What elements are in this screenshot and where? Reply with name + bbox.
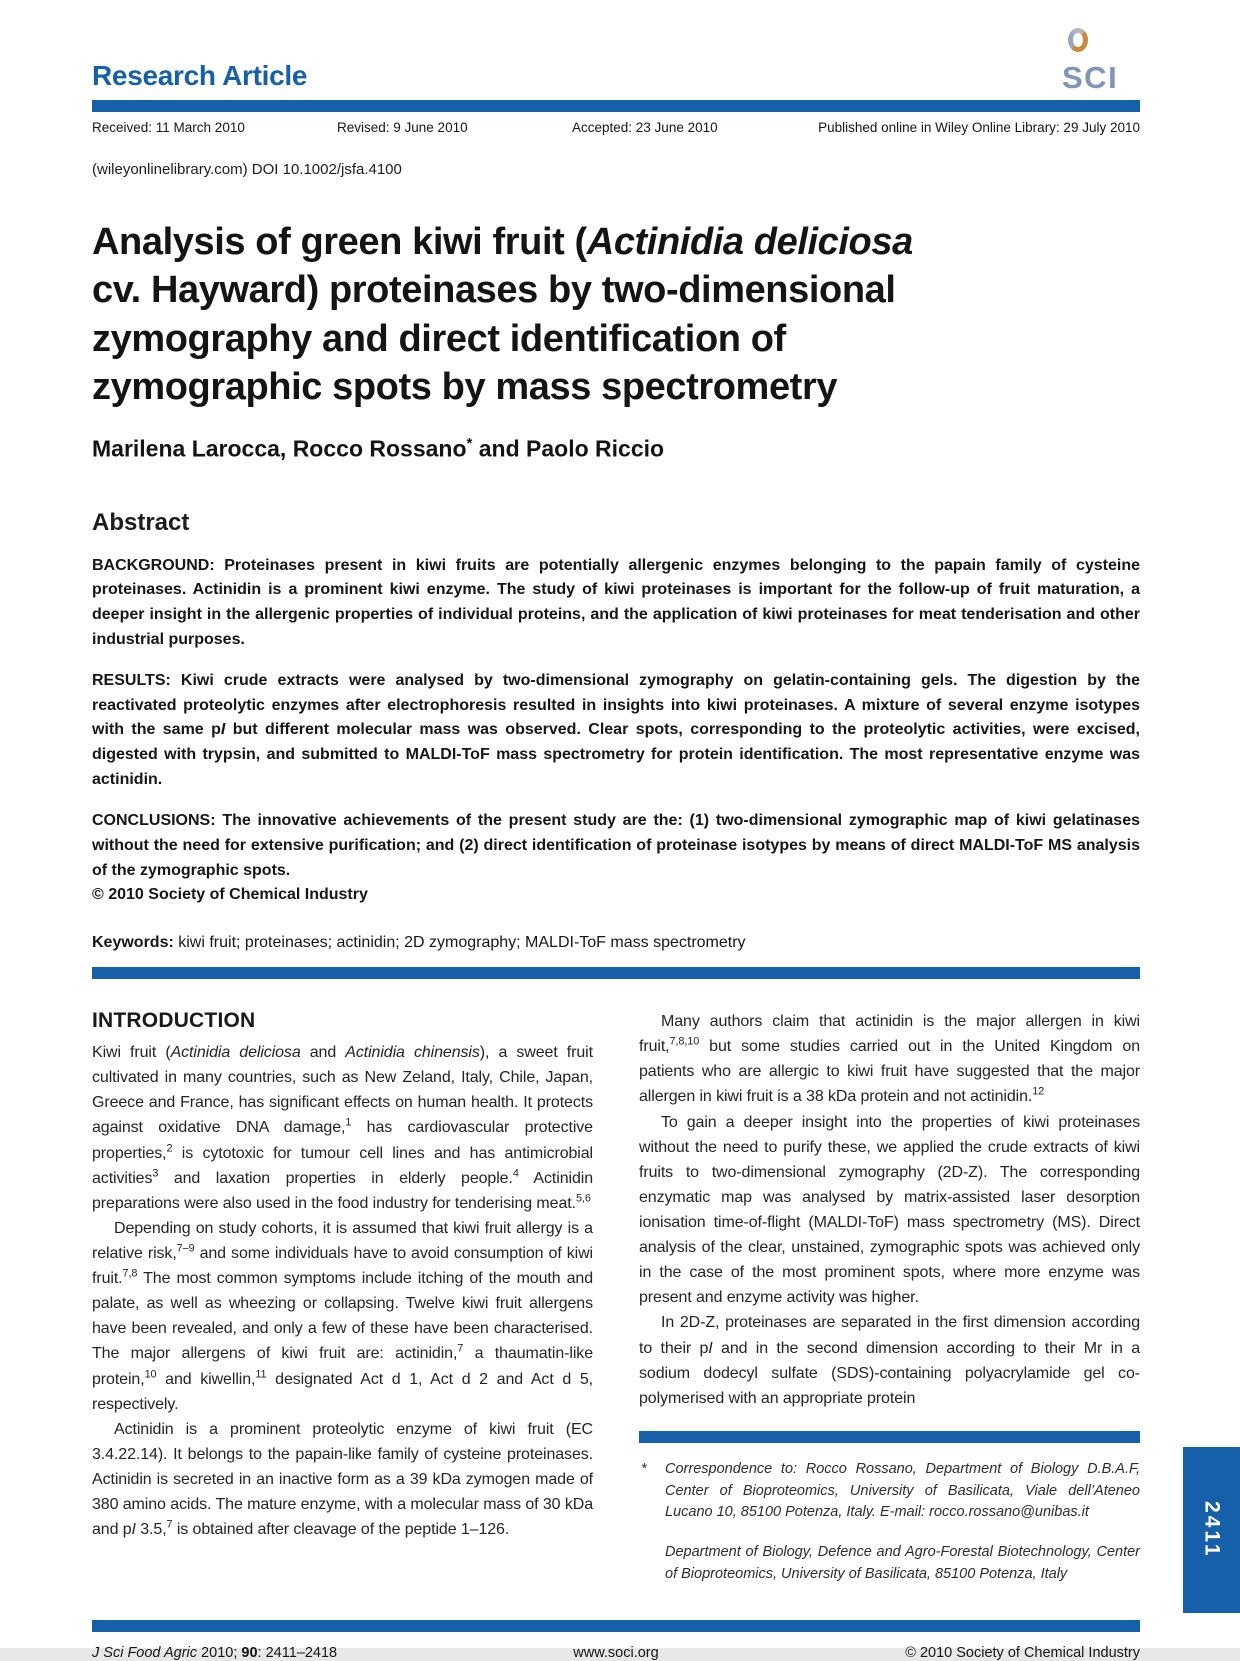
published-online-date: Published online in Wiley Online Library: 29 July 2010	[818, 120, 1140, 135]
masthead	[92, 0, 1140, 95]
keywords-line	[92, 934, 1140, 952]
sci-logo	[1060, 28, 1140, 95]
authors-line: Marilena Larocca, Rocco Rossano* and Paolo Riccio	[92, 435, 665, 462]
affiliation-footnote	[639, 1542, 1140, 1586]
intro-paragraph-6: In 2D-Z, proteinases are separated in the first dimension according to their pI and in the second dimension according to their Mr in a sodium dodecyl sulfate (SDS)-containing polyacrylamide gel co-polymerised with an appropriate protein	[639, 1314, 1140, 1407]
society-url: www.soci.org	[573, 1644, 659, 1661]
footer-rule	[92, 1620, 1140, 1632]
intro-paragraph-3: Actinidin is a prominent proteolytic enzyme of kiwi fruit (EC 3.4.22.14). It belongs to the papain-like family of cysteine proteinases. Actinidin is secreted in an inactive form as a 39 kDa zymogen made of 380 amino acids. The mature enzyme, with a molecular mass of 30 kDa and pI 3.5,$^7$ is obtained after cleavage of the peptide 1–126.	[92, 1420, 593, 1539]
page-footer	[92, 1620, 1140, 1661]
intro-paragraph-1: Kiwi fruit (Actinidia deliciosa and Actinidia chinensis), a sweet fruit cultivated in many countries, such as New Zeland, Italy, Chile, Japan, Greece and France, has significant effects on human health. It protects against oxidative DNA damage,$^1$ has cardiovascular protective properties,$^2$ is cytotoxic for tumour cell lines and has antimicrobial activities$^3$ and laxation properties in elderly people.$^4$ Actinidin preparations were also used in the food industry for tenderising meat.$^{5,6}$	[92, 1044, 593, 1212]
revised-date: Revised: 9 June 2010	[337, 120, 468, 135]
left-column	[92, 1009, 593, 1586]
body-columns	[92, 1009, 1140, 1586]
right-column	[639, 1009, 1140, 1586]
intro-paragraph-2: Depending on study cohorts, it is assumed that kiwi fruit allergy is a relative risk,$^{7-9}$ and some individuals have to avoid consumption of kiwi fruit.$^{7,8}$ The most common symptoms include itching of the mouth and palate, as well as wheezing or collapsing. Twelve kiwi fruit allergens have been revealed, and only a few of these have been characterised. The major allergens of kiwi fruit are: actinidin,$^7$ a thaumatin-like protein,$^{10}$ and kiwellin,$^{11}$ designated Act d 1, Act d 2 and Act d 5, respectively.	[92, 1219, 593, 1413]
abstract-results-paragraph: RESULTS: Kiwi crude extracts were analysed by two-dimensional zymography on gelatin-containing gels. The digestion by the reactivated proteolytic enzymes after electrophoresis resulted in insights into kiwi proteinases. A mixture of several enzyme isotypes with the same pI but different molecular mass was observed. Clear spots, corresponding to the proteolytic activities, were excised, digested with trypsin, and submitted to MALDI-ToF mass spectrometry for protein identification. The most representative enzyme was actinidin.	[92, 672, 1141, 788]
footnote-block	[639, 1411, 1140, 1586]
abstract-heading: Abstract	[92, 508, 190, 536]
footnote-star: *	[641, 1460, 647, 1477]
keywords-label: Keywords:	[92, 934, 174, 952]
doi-line: (wileyonlinelibrary.com) DOI 10.1002/jsfa.4100	[92, 161, 402, 178]
footer-row	[92, 1645, 1140, 1661]
sci-ring-icon	[1068, 28, 1088, 52]
correspondence-text: Correspondence to: Rocco Rossano, Department of Biology D.B.A.F, Center of Bioproteomics, University of Basilicata, Viale dell’Ateneo Lucano 10, 85100 Potenza, Italy. E-mail: rocco.rossano@unibas.it	[665, 1460, 1140, 1521]
abstract-background-paragraph: BACKGROUND: Proteinases present in kiwi fruits are potentially allergenic enzymes belonging to the papain family of cysteine proteinases. Actinidin is a prominent kiwi enzyme. The study of kiwi proteinases is important for the follow-up of fruit maturation, a deeper insight in the allergenic properties of individual proteins, and the application of kiwi proteinases for meat tenderisation and other industrial purposes.	[92, 556, 1140, 648]
sci-logo-text: SCI	[1062, 60, 1119, 95]
abstract-copyright-line: © 2010 Society of Chemical Industry	[92, 886, 368, 904]
article-type-label: Research Article	[92, 60, 308, 91]
journal-reference: J Sci Food Agric 2010; 90: 2411–2418	[92, 1644, 338, 1661]
keywords-rule	[92, 967, 1140, 979]
page-number: 2411	[1200, 1501, 1224, 1559]
dates-row	[92, 120, 1140, 135]
page-number-tab	[1183, 1447, 1240, 1613]
accepted-date: Accepted: 23 June 2010	[572, 120, 718, 135]
header-rule	[92, 100, 1140, 112]
correspondence-footnote	[639, 1459, 1140, 1524]
intro-paragraph-5: To gain a deeper insight into the properties of kiwi proteinases without the need to purify these, we applied the crude extracts of kiwi fruits to two-dimensional zymography (2D-Z). The corresponding enzymatic map was analysed by matrix-assisted laser desorption ionisation time-of-flight (MALDI-ToF) mass spectrometry (MS). Direct analysis of the clear, unstained, zymographic spots was achieved only in the case of the most prominent spots, where more enzyme was present and enzyme activity was higher.	[639, 1113, 1140, 1307]
affiliation-text: Department of Biology, Defence and Agro-Forestal Biotechnology, Center of Bioproteomics, University of Basilicata, 85100 Potenza, Italy	[665, 1544, 1140, 1582]
footnote-rule	[639, 1431, 1140, 1443]
intro-paragraph-4: Many authors claim that actinidin is the major allergen in kiwi fruit,$^{7,8,10}$ but some studies carried out in the United Kingdom on patients who are allergic to kiwi fruit have suggested that the major allergen in kiwi fruit is a 38 kDa protein and not actinidin.$^{12}$	[639, 1013, 1140, 1106]
footer-copyright: © 2010 Society of Chemical Industry	[905, 1644, 1140, 1661]
keywords-text: kiwi fruit; proteinases; actinidin; 2D zymography; MALDI-ToF mass spectrometry	[173, 934, 746, 952]
article-title: Analysis of green kiwi fruit (Actinidia deliciosa cv. Hayward) proteinases by two-dimensional zymography and direct identification of zymographic spots by mass spectrometry	[92, 221, 913, 408]
introduction-heading: INTRODUCTION	[92, 1009, 256, 1033]
received-date: Received: 11 March 2010	[92, 120, 245, 135]
abstract-conclusions-paragraph: CONCLUSIONS: The innovative achievements of the present study are the: (1) two-dimensional zymographic map of kiwi gelatinases without the need for extensive purification; and (2) direct identification of proteinase isotypes by means of direct MALDI-ToF MS analysis of the zymographic spots.	[92, 812, 1140, 879]
